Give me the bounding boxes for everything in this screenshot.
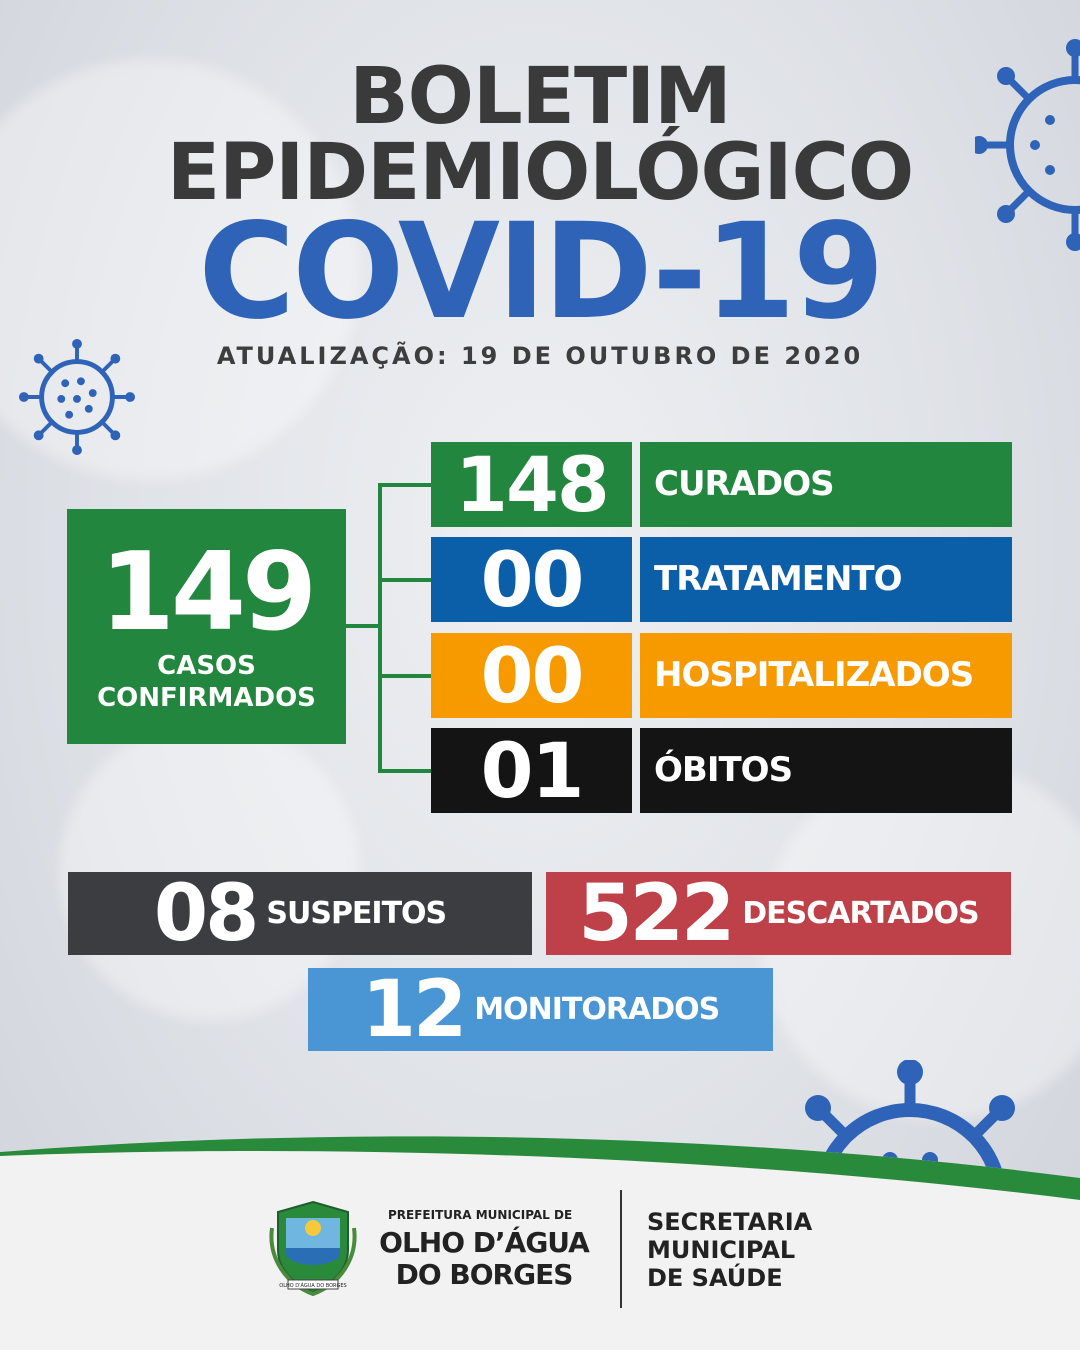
curados-label: CURADOS (640, 442, 1012, 527)
confirmed-cases-box (67, 509, 346, 744)
connector-branch (378, 769, 431, 773)
title-boletim: BOLETIM (349, 52, 731, 142)
hospitalizados-label: HOSPITALIZADOS (640, 633, 1012, 718)
secretaria-line1: SECRETARIA (647, 1208, 813, 1236)
hospitalizados-value: 00 (431, 633, 632, 718)
org-name-line2: DO BORGES (395, 1258, 573, 1291)
connector-branch (378, 578, 431, 582)
descartados-value: 522 (578, 868, 733, 959)
descartados-label: DESCARTADOS (742, 896, 979, 931)
confirmed-label-line2: CONFIRMADOS (97, 683, 316, 713)
suspeitos-value: 08 (153, 868, 257, 959)
update-date: ATUALIZAÇÃO: 19 DE OUTUBRO DE 2020 (216, 342, 864, 370)
confirmed-label-line1: CASOS (157, 651, 256, 681)
footer-separator (620, 1190, 622, 1308)
secretaria-line3: DE SAÚDE (647, 1264, 783, 1292)
org-small-label: PREFEITURA MUNICIPAL DE (388, 1208, 573, 1222)
title-epidemiologico: EPIDEMIOLÓGICO (166, 128, 914, 218)
connector-vertical (378, 483, 382, 773)
secretaria-line2: MUNICIPAL (647, 1236, 796, 1264)
tratamento-value: 00 (431, 537, 632, 622)
descartados-box (546, 868, 1011, 959)
connector-branch (378, 674, 431, 678)
title-covid: COVID-19 (198, 195, 882, 349)
monitorados-label: MONITORADOS (474, 992, 720, 1027)
obitos-label: ÓBITOS (640, 728, 1012, 813)
confirmed-cases-value: 149 (99, 530, 314, 655)
connector-branch (378, 483, 431, 487)
obitos-value: 01 (431, 728, 632, 813)
tratamento-label: TRATAMENTO (640, 537, 1012, 622)
crest-caption: OLHO D'ÁGUA DO BORGES (279, 1283, 347, 1289)
suspeitos-label: SUSPEITOS (266, 896, 447, 931)
curados-value: 148 (431, 442, 632, 527)
monitorados-box (308, 964, 773, 1055)
municipal-crest-icon (268, 1198, 358, 1296)
org-name-line1: OLHO D’ÁGUA (379, 1226, 589, 1259)
connector-horizontal (346, 624, 380, 628)
monitorados-value: 12 (361, 964, 465, 1055)
suspeitos-box (68, 868, 532, 959)
